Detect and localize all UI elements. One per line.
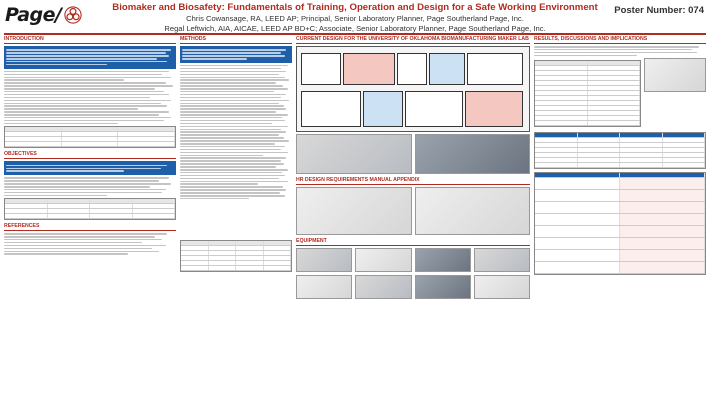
results-text xyxy=(534,46,706,56)
current-design-heading: CURRENT DESIGN FOR THE UNIVERSITY OF OKLAHOMA BIOMANUFACTURING MAKER LAB xyxy=(296,36,529,42)
header-rule xyxy=(4,33,706,35)
methods-heading: METHODS xyxy=(180,36,292,44)
author-line-1: Chris Cowansage, RA, LEED AP; Principal, Senior Laboratory Planner, Page Southerland Page, Inc. xyxy=(186,14,524,23)
equipment-heading: EQUIPMENT xyxy=(296,238,530,246)
introduction-heading: INTRODUCTION xyxy=(4,36,176,44)
methods-text xyxy=(180,65,292,199)
ppe-table xyxy=(534,132,706,169)
references-list xyxy=(4,233,176,255)
biosafety-level-table xyxy=(4,126,176,148)
introduction-summary-box xyxy=(4,46,176,69)
methods-section xyxy=(180,36,292,235)
poster-title: Biomaker and Biosafety: Fundamentals of Training, Operation and Design for a Safe Working Environment xyxy=(112,2,598,13)
design-diagram-1 xyxy=(296,187,412,235)
equipment-item xyxy=(296,275,352,299)
introduction-text xyxy=(4,71,176,125)
references-heading: REFERENCES xyxy=(4,223,176,231)
equipment-section xyxy=(296,238,530,299)
objectives-summary-box xyxy=(4,161,176,175)
findings-table xyxy=(534,172,706,275)
left-column xyxy=(4,36,176,402)
lab-photo-2 xyxy=(415,134,531,174)
right-column xyxy=(534,36,706,402)
methods-summary-box xyxy=(180,46,292,63)
poster-header xyxy=(0,0,710,34)
equipment-item xyxy=(474,248,530,272)
results-heading: RESULTS, DISCUSSIONS AND IMPLICATIONS xyxy=(534,36,706,44)
poster-number: Poster Number: 074 xyxy=(614,5,704,16)
equipment-item xyxy=(296,248,352,272)
hr-design-heading: HR DESIGN REQUIREMENTS MANUAL APPENDIX xyxy=(296,177,530,185)
author-line-2: Regal Leftwich, AIA, AICAE, LEED AP BD+C; Associate, Senior Laboratory Planner, Page Southerland Page, Inc. xyxy=(164,24,546,33)
equipment-item xyxy=(474,275,530,299)
lab-photo-1 xyxy=(296,134,412,174)
objectives-table xyxy=(4,198,176,220)
results-checklist-table xyxy=(534,60,641,127)
equipment-item xyxy=(415,248,471,272)
equipment-item xyxy=(415,275,471,299)
design-diagram-2 xyxy=(415,187,531,235)
results-image xyxy=(644,58,706,92)
floor-plan-image xyxy=(296,46,530,132)
equipment-grid xyxy=(296,248,530,299)
methods-table-section xyxy=(180,238,292,299)
methods-table xyxy=(180,240,292,272)
center-column xyxy=(180,36,530,402)
equipment-item xyxy=(355,248,411,272)
page-logo: Page/ xyxy=(5,4,62,26)
objectives-heading: OBJECTIVES xyxy=(4,151,176,159)
equipment-item xyxy=(355,275,411,299)
current-design-section xyxy=(296,36,530,235)
objectives-text xyxy=(4,177,176,196)
